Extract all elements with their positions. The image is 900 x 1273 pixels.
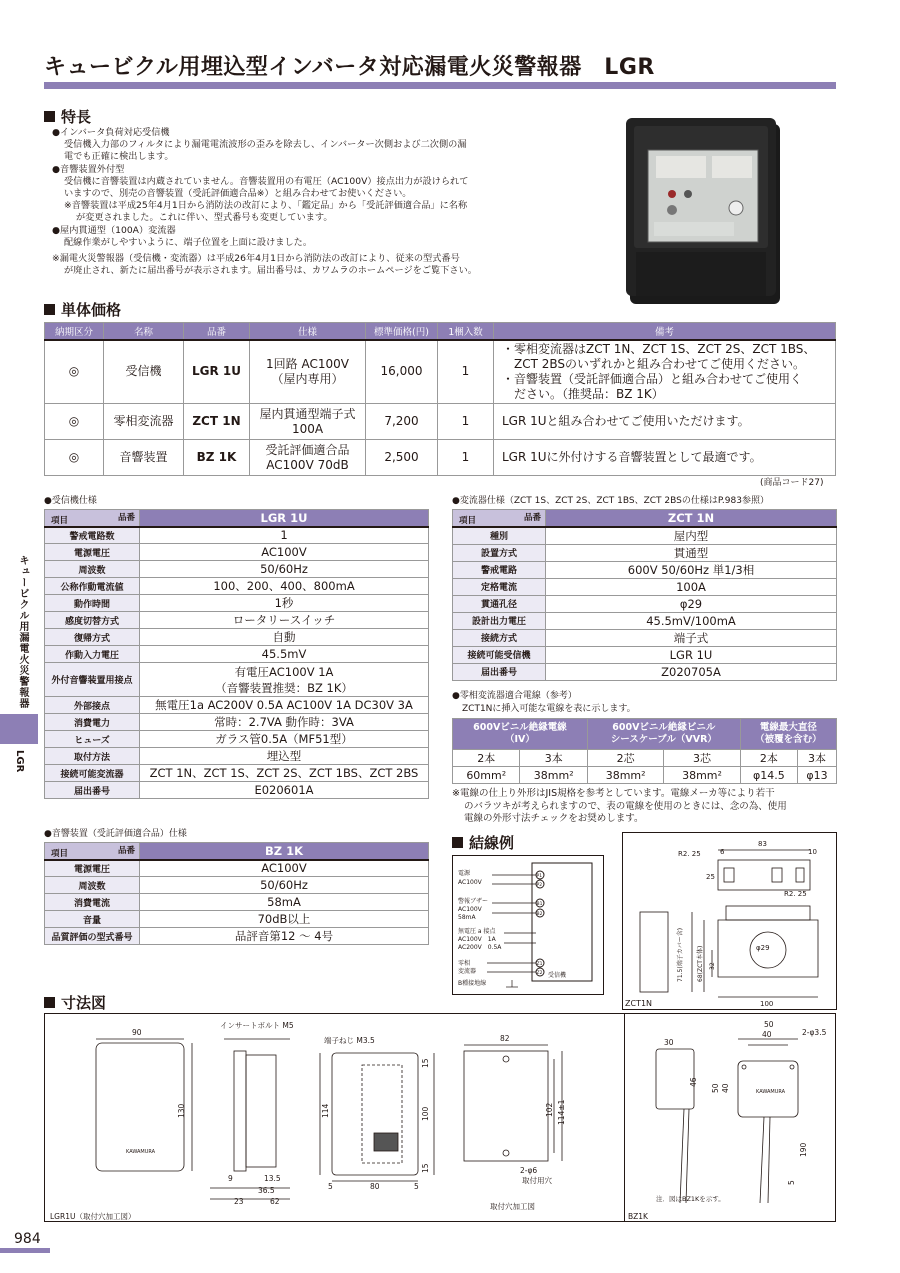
spec-key: 届出番号 xyxy=(453,663,546,680)
dim-label: 25 xyxy=(706,873,715,881)
spec-value: 屋内型 xyxy=(546,527,837,545)
table-row xyxy=(45,748,429,765)
table-row: ◎ 零相変流器 ZCT 1N 屋内貫通型端子式 100A 7,200 1 LGR 1Uと組み合わせてご使用いただけます。 xyxy=(45,404,836,440)
table-corner: 品番 項目 xyxy=(45,843,140,860)
dim-label: 5 xyxy=(328,1182,333,1191)
square-bullet-icon xyxy=(44,997,55,1008)
dim-label: 82 xyxy=(500,1034,510,1043)
square-bullet-icon xyxy=(452,837,463,848)
table-row: ◎ 受信機 LGR 1U 1回路 AC100V （屋内専用） 16,000 1 ・零相変流器はZCT 1N、ZCT 1S、ZCT 2S、ZCT 1BS、 ZCT 2BSのいずれかと組み合わせてご使用ください。 ・音響装置（受託評価適合品）と組み合わせてご使用く ださい。（推奨品：BZ 1K） xyxy=(45,340,836,404)
terminal-label: P2 xyxy=(536,883,543,888)
table-row xyxy=(453,663,837,680)
col-header: 1梱入数 xyxy=(438,323,494,340)
col-header: 仕様 xyxy=(250,323,366,340)
spec-key: 接続可能受信機 xyxy=(453,646,546,663)
price-heading: 単体価格 xyxy=(44,299,121,320)
spec-key: 警戒電路数 xyxy=(45,527,140,544)
spec-value: 600V 50/60Hz 単1/3相 xyxy=(546,561,837,578)
side-code-label: LGR xyxy=(14,750,25,773)
feature-line: 受信機に音響装置は内蔵されていません。音響装置用の有電圧（AC100V）接点出力が設けられて xyxy=(64,175,469,187)
spec-key: 動作時間 xyxy=(45,595,140,612)
feature-line: 配線作業がしやすいように、端子位置を上面に設けました。 xyxy=(64,236,313,248)
model-header: LGR 1U xyxy=(140,510,429,527)
square-bullet-icon xyxy=(44,111,55,122)
table-row xyxy=(45,578,429,595)
spec-key: ヒューズ xyxy=(45,731,140,748)
wiring-heading: 結線例 xyxy=(452,832,514,853)
spec-key: 公称作動電流値 xyxy=(45,578,140,595)
spec-key: 復帰方式 xyxy=(45,629,140,646)
receiver-spec-caption: ●受信機仕様 xyxy=(44,496,97,506)
dim-label: 9 xyxy=(228,1174,233,1183)
dim-label: R2. 25 xyxy=(678,850,701,858)
table-row xyxy=(453,527,837,545)
table-row xyxy=(453,629,837,646)
table-row xyxy=(45,544,429,561)
spec-value: 45.5mV/100mA xyxy=(546,612,837,629)
dim-label: 100 xyxy=(760,1000,774,1008)
wire-spec-sub: ZCT1Nに挿入可能な電線を表に示します。 xyxy=(462,704,636,714)
table-row xyxy=(45,731,429,748)
spec-value: 1 xyxy=(140,527,429,544)
feature-line: 受信機入力部のフィルタにより漏電電流波形の歪みを除去し、インバーター次側および二次側の漏 xyxy=(64,139,467,151)
wiring-label: 変流器 xyxy=(458,968,477,975)
dim-label: 114±1 xyxy=(557,1099,566,1125)
table-corner: 品番 項目 xyxy=(453,510,546,527)
spec-value: 100A xyxy=(546,578,837,595)
spec-value: AC100V xyxy=(140,544,429,561)
table-row: ◎ 音響装置 BZ 1K 受託評価適合品 AC100V 70dB 2,500 1 LGR 1Uに外付けする音響装置として最適です。 xyxy=(45,440,836,476)
dims-heading: 寸法図 xyxy=(44,992,106,1013)
dim-label: φ29 xyxy=(756,944,770,952)
table-row xyxy=(453,646,837,663)
wire-note: ※電線の仕上り外形はJIS規格を参考としています。電線メーカ等により若干 のバラツキが考えられますので、表の電線を使用のときには、念の為、使用 電線の外形寸法チェックをお奨めします。 xyxy=(452,788,787,824)
wiring-label: AC100V xyxy=(458,906,482,913)
brand-logo: KAWAMURA xyxy=(126,1149,156,1155)
feature-line: ●音響装置外付型 xyxy=(52,163,125,175)
spec-value: 端子式 xyxy=(546,629,837,646)
wire-spec-table: 600Vビニル絶縁電線 （IV） 600Vビニル絶縁ビニル シースケーブル（VVR） 電線最大直径 （被覆を含む） 2本 3本 2芯 3芯 2本 3本 60mm² 38mm² 38mm² 38mm² φ14.5 φ13 xyxy=(452,718,837,784)
dim-label: 32 xyxy=(709,962,716,970)
wiring-label: AC100V xyxy=(458,879,482,886)
table-corner: 品番 項目 xyxy=(45,510,140,527)
dim-label: 90 xyxy=(132,1028,142,1037)
spec-key: 周波数 xyxy=(45,877,140,894)
wiring-label: B種接地線 xyxy=(458,980,487,987)
dim-label: 端子ねじ M3.5 xyxy=(324,1036,375,1045)
spec-value: 45.5mV xyxy=(140,646,429,663)
wiring-label: 58mA xyxy=(458,914,476,921)
col-header: 納期区分 xyxy=(45,323,104,340)
table-row xyxy=(453,544,837,561)
table-row xyxy=(45,629,429,646)
spec-value: 貫通型 xyxy=(546,544,837,561)
col-header: 品番 xyxy=(184,323,250,340)
dim-label: 100 xyxy=(421,1106,430,1121)
product-code-note: (商品コード27) xyxy=(760,478,824,488)
feature-line: いますので、別売の音響装置（受託評価適合品※）と組み合わせてお使いください。 xyxy=(64,188,412,200)
wiring-label: 警報ブザー xyxy=(458,898,489,905)
dim-label: 114 xyxy=(321,1103,330,1118)
wiring-diagram xyxy=(452,855,604,995)
page-bar xyxy=(0,1248,50,1253)
spec-value: 1秒 xyxy=(140,595,429,612)
page-title: キュービクル用埋込型インバータ対応漏電火災警報器 LGR xyxy=(44,55,655,80)
terminal-label: B2 xyxy=(536,912,543,917)
receiver-spec-table xyxy=(44,509,429,799)
spec-value: 自動 xyxy=(140,629,429,646)
square-bullet-icon xyxy=(44,304,55,315)
dim-label: 50 xyxy=(711,1083,720,1093)
spec-key: 貫通孔径 xyxy=(453,595,546,612)
spec-value: ZCT 1N、ZCT 1S、ZCT 2S、ZCT 1BS、ZCT 2BS xyxy=(140,765,429,782)
table-row xyxy=(45,714,429,731)
spec-value: 58mA xyxy=(140,894,429,911)
dim-label: 40 xyxy=(762,1030,772,1039)
dim-label: 130 xyxy=(177,1103,186,1118)
spec-value: 50/60Hz xyxy=(140,877,429,894)
table-row xyxy=(45,894,429,911)
title-underline xyxy=(44,82,836,89)
dim-label: 10 xyxy=(808,848,817,856)
model-header: BZ 1K xyxy=(140,843,429,860)
spec-key: 警戒電路 xyxy=(453,561,546,578)
dim-label: 23 xyxy=(234,1197,244,1206)
spec-key: 消費電流 xyxy=(45,894,140,911)
dim-label: 50 xyxy=(764,1020,774,1029)
dims-note: 注．図はBZ1Kを示す。 xyxy=(656,1195,725,1203)
terminal-label: Z1 xyxy=(536,962,543,967)
spec-key: 届出番号 xyxy=(45,782,140,799)
table-row: 2本 3本 2芯 3芯 2本 3本 xyxy=(453,750,837,767)
bz-drawing-label: BZ1K xyxy=(628,1212,648,1221)
spec-key: 定格電流 xyxy=(453,578,546,595)
price-header-row xyxy=(45,323,836,340)
table-row: 60mm² 38mm² 38mm² 38mm² φ14.5 φ13 xyxy=(453,767,837,784)
feature-line: ※音響装置は平成25年4月1日から消防法の改訂により、「鑑定品」から「受託評価適合品」に名称 xyxy=(64,200,468,212)
zct-label: ZCT1N xyxy=(625,999,653,1008)
spec-value: 70dB以上 xyxy=(140,911,429,928)
dim-label: インサートボルト M5 xyxy=(220,1021,294,1030)
wiring-label: 無電圧 a 接点 xyxy=(458,928,496,935)
buzzer-spec-table xyxy=(44,842,429,945)
spec-value: 無電圧1a AC200V 0.5A AC100V 1A DC30V 3A xyxy=(140,697,429,714)
product-photo xyxy=(626,112,788,306)
table-row xyxy=(45,697,429,714)
feature-line: 電でも正確に検出します。 xyxy=(64,151,174,163)
dim-label: 68(ZCT本体) xyxy=(697,945,704,982)
side-category-label: キュービクル用漏電火災警報器 xyxy=(17,555,28,709)
dim-label: 15 xyxy=(421,1058,430,1068)
spec-value: Z020705A xyxy=(546,663,837,680)
features-heading: 特長 xyxy=(44,106,91,127)
spec-value: 常時：2.7VA 動作時：3VA xyxy=(140,714,429,731)
dim-label: 83 xyxy=(758,840,767,848)
features-text xyxy=(52,127,552,277)
dim-label: 46 xyxy=(689,1077,698,1087)
table-row xyxy=(453,612,837,629)
spec-key: 取付方法 xyxy=(45,748,140,765)
spec-value: φ29 xyxy=(546,595,837,612)
spec-key: 接続可能変流器 xyxy=(45,765,140,782)
terminal-label: P1 xyxy=(536,874,543,879)
spec-key: 種別 xyxy=(453,527,546,545)
feature-line: ●屋内貫通型（100A）変流器 xyxy=(52,224,176,236)
ct-spec-caption: ●変流器仕様（ZCT 1S、ZCT 2S、ZCT 1BS、ZCT 2BSの仕様はP.983参照） xyxy=(452,496,769,506)
spec-value: ガラス管0.5A（MF51型） xyxy=(140,731,429,748)
table-row xyxy=(453,578,837,595)
spec-key: 消費電力 xyxy=(45,714,140,731)
dim-label: 6 xyxy=(720,848,725,856)
ct-spec-table xyxy=(452,509,837,681)
dim-label: 15 xyxy=(421,1163,430,1173)
model-header: ZCT 1N xyxy=(546,510,837,527)
dimension-drawings xyxy=(44,1013,836,1223)
wiring-label: 零相 xyxy=(458,960,471,967)
table-row xyxy=(453,561,837,578)
table-row xyxy=(453,595,837,612)
spec-key: 接続方式 xyxy=(453,629,546,646)
lgr-drawing-label: LGR1U（取付穴加工図） xyxy=(50,1212,136,1221)
wiring-label: AC200V 0.5A xyxy=(458,944,502,951)
feature-line: ●インバータ負荷対応受信機 xyxy=(52,127,170,138)
dim-label: 80 xyxy=(370,1182,380,1191)
terminal-label: Z2 xyxy=(536,971,543,976)
feature-line: ※漏電火災警報器（受信機・変流器）は平成26年4月1日から消防法の改訂により、従来の型式番号 xyxy=(52,253,460,265)
dim-label: 30 xyxy=(664,1038,674,1047)
spec-value: 品評音第12 ～ 4号 xyxy=(140,928,429,945)
table-row xyxy=(45,765,429,782)
spec-key: 音量 xyxy=(45,911,140,928)
table-row xyxy=(45,911,429,928)
page-number: 984 xyxy=(14,1231,41,1247)
spec-value: E020601A xyxy=(140,782,429,799)
dim-label: 13.5 xyxy=(264,1174,281,1183)
spec-value: AC100V xyxy=(140,860,429,877)
dim-label: 40 xyxy=(721,1083,730,1093)
table-row: 外付音響装置用接点 有電圧AC100V 1A （音響装置推奨：BZ 1K） xyxy=(45,663,429,697)
spec-value: 100、200、400、800mA xyxy=(140,578,429,595)
dim-label: 102 xyxy=(545,1102,554,1117)
spec-key: 電源電圧 xyxy=(45,544,140,561)
dim-label: R2. 25 xyxy=(784,890,807,898)
hole-drawing-label: 取付穴加工図 xyxy=(490,1202,535,1211)
table-row xyxy=(45,612,429,629)
wiring-label: 電源 xyxy=(458,870,471,877)
dim-label: 71.5(端子カバー含) xyxy=(677,927,684,982)
dim-label: 2-φ3.5 xyxy=(802,1028,827,1037)
spec-key: 設計出力電圧 xyxy=(453,612,546,629)
dim-label: 190 xyxy=(799,1142,808,1157)
wiring-label: 受信機 xyxy=(548,972,567,979)
spec-key: 外部接点 xyxy=(45,697,140,714)
spec-key: 設置方式 xyxy=(453,544,546,561)
buzzer-spec-caption: ●音響装置（受託評価適合品）仕様 xyxy=(44,829,187,839)
zct-dimension-drawing xyxy=(622,832,837,1010)
terminal-label: B1 xyxy=(536,902,543,907)
col-header: 標準価格(円) xyxy=(366,323,438,340)
dim-label: 5 xyxy=(414,1182,419,1191)
wiring-label: AC100V 1A xyxy=(458,936,496,943)
spec-value: 50/60Hz xyxy=(140,561,429,578)
table-row xyxy=(45,646,429,663)
brand-logo: KAWAMURA xyxy=(756,1089,786,1095)
feature-line: が変更されました。これに伴い、型式番号も変更しています。 xyxy=(76,212,333,224)
dim-label: 62 xyxy=(270,1197,280,1206)
spec-key: 周波数 xyxy=(45,561,140,578)
spec-value: 埋込型 xyxy=(140,748,429,765)
spec-key: 作動入力電圧 xyxy=(45,646,140,663)
col-header: 備考 xyxy=(494,323,836,340)
spec-key: 電源電圧 xyxy=(45,860,140,877)
col-header: 名称 xyxy=(104,323,184,340)
side-tab-marker xyxy=(0,714,38,744)
table-row xyxy=(45,595,429,612)
price-table xyxy=(44,322,836,476)
spec-key: 感度切替方式 xyxy=(45,612,140,629)
table-row xyxy=(45,860,429,877)
table-row xyxy=(45,527,429,544)
spec-value: ロータリースイッチ xyxy=(140,612,429,629)
dim-label: 36.5 xyxy=(258,1186,275,1195)
dim-label: 2-φ6 xyxy=(520,1166,538,1175)
table-row xyxy=(45,561,429,578)
feature-line: が廃止され、新たに届出番号が表示されます。届出番号は、カワムラのホームページをご覧下さい。 xyxy=(64,265,477,277)
spec-key: 品質評価の型式番号 xyxy=(45,928,140,945)
table-row xyxy=(45,782,429,799)
dim-label: 5 xyxy=(787,1180,796,1185)
spec-value: LGR 1U xyxy=(546,646,837,663)
wire-spec-caption: ●零相変流器適合電線（参考） xyxy=(452,691,577,701)
table-row xyxy=(45,877,429,894)
table-row xyxy=(45,928,429,945)
dim-label: 取付用穴 xyxy=(522,1176,552,1185)
